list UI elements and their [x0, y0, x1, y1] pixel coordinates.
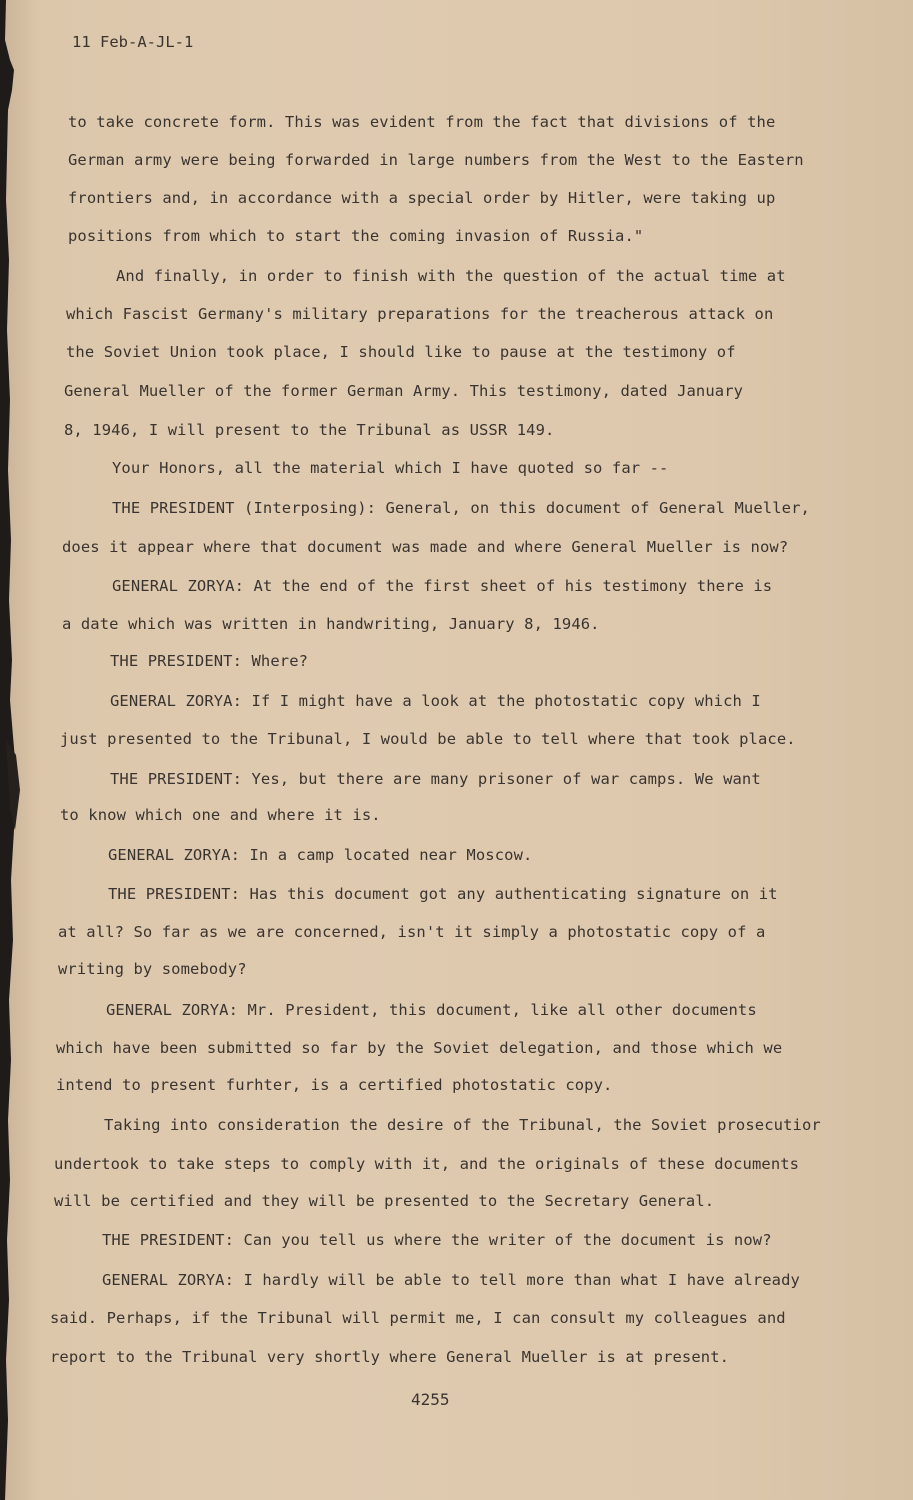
text-line-9: 8, 1946, I will present to the Tribunal as USSR 149. — [64, 421, 555, 439]
text-line-3: frontiers and, in accordance with a special order by Hitler, were taking up — [68, 189, 776, 207]
text-line-28: undertook to take steps to comply with it, and the originals of these documents — [54, 1155, 800, 1173]
text-line-15: THE PRESIDENT: Where? — [110, 652, 309, 670]
document-header-code: 11 Feb-A-JL-1 — [72, 33, 194, 51]
text-line-32: said. Perhaps, if the Tribunal will permit me, I can consult my colleagues and — [50, 1309, 786, 1327]
text-line-7: the Soviet Union took place, I should like to pause at the testimony of — [66, 343, 736, 361]
text-line-6: which Fascist Germany's military preparations for the treacherous attack on — [66, 305, 774, 323]
text-line-20: GENERAL ZORYA: In a camp located near Moscow. — [108, 846, 533, 864]
text-line-25: which have been submitted so far by the Soviet delegation, and those which we — [56, 1039, 783, 1057]
text-line-24: GENERAL ZORYA: Mr. President, this document, like all other documents — [106, 1001, 757, 1019]
text-line-2: German army were being forwarded in large numbers from the West to the Eastern — [68, 151, 804, 169]
text-line-33: report to the Tribunal very shortly where General Mueller is at present. — [50, 1348, 730, 1366]
text-line-16: GENERAL ZORYA: If I might have a look at the photostatic copy which I — [110, 692, 761, 710]
text-line-30: THE PRESIDENT: Can you tell us where the writer of the document is now? — [102, 1231, 772, 1249]
text-line-23: writing by somebody? — [58, 960, 247, 978]
text-line-27: Taking into consideration the desire of the Tribunal, the Soviet prosecutior — [104, 1116, 821, 1134]
text-line-31: GENERAL ZORYA: I hardly will be able to tell more than what I have already — [102, 1271, 800, 1289]
text-line-19: to know which one and where it is. — [60, 806, 381, 824]
text-line-14: a date which was written in handwriting, January 8, 1946. — [62, 615, 600, 633]
text-line-12: does it appear where that document was made and where General Mueller is now? — [62, 538, 789, 556]
text-line-26: intend to present furhter, is a certified photostatic copy. — [56, 1076, 613, 1094]
text-line-21: THE PRESIDENT: Has this document got any authenticating signature on it — [108, 885, 778, 903]
text-line-13: GENERAL ZORYA: At the end of the first sheet of his testimony there is — [112, 577, 773, 595]
text-line-8: General Mueller of the former German Army. This testimony, dated January — [64, 382, 744, 400]
text-line-11: THE PRESIDENT (Interposing): General, on this document of General Mueller, — [112, 499, 810, 517]
text-line-17: just presented to the Tribunal, I would be able to tell where that took place. — [60, 730, 796, 748]
text-line-22: at all? So far as we are concerned, isn't it simply a photostatic copy of a — [58, 923, 766, 941]
text-line-10: Your Honors, all the material which I have quoted so far -- — [112, 459, 669, 477]
text-line-4: positions from which to start the coming invasion of Russia." — [68, 227, 644, 245]
text-line-18: THE PRESIDENT: Yes, but there are many prisoner of war camps. We want — [110, 770, 761, 788]
text-line-5: And finally, in order to finish with the question of the actual time at — [116, 267, 786, 285]
page-number: 4255 — [411, 1390, 450, 1409]
torn-edge-damage — [0, 0, 22, 1500]
text-line-1: to take concrete form. This was evident from the fact that divisions of the — [68, 113, 776, 131]
text-line-29: will be certified and they will be presented to the Secretary General. — [54, 1192, 715, 1210]
